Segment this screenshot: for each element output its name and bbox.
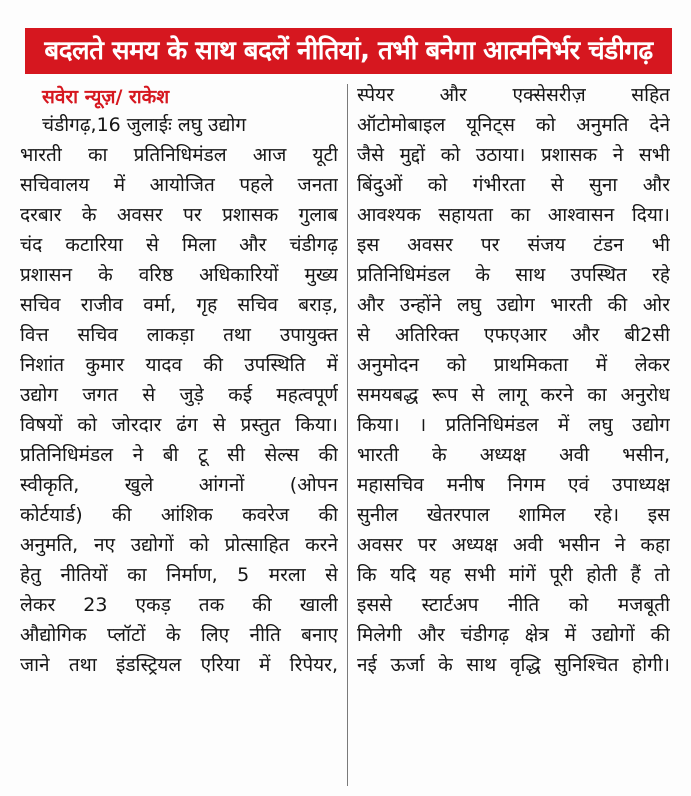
article-line-left-6: प्रशासन के वरिष्ठ अधिकारियों मुख्य xyxy=(20,264,338,286)
article-line-right-10: अनुमोदन को प्राथमिकता में लेकर xyxy=(357,354,670,376)
article-line-left-13: स्वीकृति, खुले आंगनों (ओपन xyxy=(20,474,338,496)
article-line-right-3: जैसे मुद्दों को उठाया। प्रशासक ने सभी xyxy=(357,144,670,166)
article-line-right-13: भारती के अध्यक्ष अवी भसीन, xyxy=(357,444,670,466)
article-line-right-2: ऑटोमोबाइल यूनिट्स को अनुमति देने xyxy=(357,114,670,136)
article-column-left xyxy=(20,80,338,786)
article-line-left-8: वित्त सचिव लाकड़ा तथा उपायुक्त xyxy=(20,324,338,346)
article-line-right-1: स्पेयर और एक्सेसरीज़ सहित xyxy=(357,84,670,106)
article-line-left-3: सचिवालय में आयोजित पहले जनता xyxy=(20,174,338,196)
article-line-right-18: इससे स्टार्टअप नीति को मजबूती xyxy=(357,594,670,616)
article-line-right-9: से अतिरिक्त एफएआर और बी2सी xyxy=(357,324,670,346)
article-line-left-19: जाने तथा इंडस्ट्रियल एरिया में रिपेयर, xyxy=(20,654,338,676)
article-line-right-20: नई ऊर्जा के साथ वृद्धि सुनिश्चित होगी। xyxy=(357,654,670,676)
column-divider xyxy=(347,84,348,786)
article-line-right-5: आवश्यक सहायता का आश्वासन दिया। xyxy=(357,204,670,226)
article-line-right-14: महासचिव मनीष निगम एवं उपाध्यक्ष xyxy=(357,474,670,496)
article-line-left-7: सचिव राजीव वर्मा, गृह सचिव बराड़, xyxy=(20,294,338,316)
article-line-right-6: इस अवसर पर संजय टंडन भी xyxy=(357,234,670,256)
article-line-right-16: अवसर पर अध्यक्ष अवी भसीन ने कहा xyxy=(357,534,670,556)
article-line-left-4: दरबार के अवसर पर प्रशासक गुलाब xyxy=(20,204,338,226)
article-line-right-17: कि यदि यह सभी मांगें पूरी होती हैं तो xyxy=(357,564,670,586)
article-line-left-17: लेकर 23 एकड़ तक की खाली xyxy=(20,594,338,616)
article-line-right-11: समयबद्ध रूप से लागू करने का अनुरोध xyxy=(357,384,670,406)
article-line-left-1: चंडीगढ़,16 जुलाईः लघु उद्योग xyxy=(42,114,247,136)
article-line-left-18: औद्योगिक प्लॉटों के लिए नीति बनाए xyxy=(20,624,338,646)
headline: बदलते समय के साथ बदलें नीतियां, तभी बनेगा आत्मनिर्भर चंडीगढ़ xyxy=(25,28,672,74)
article-line-left-16: हेतु नीतियों का निर्माण, 5 मरला से xyxy=(20,564,338,586)
article-line-left-14: कोर्टयार्ड) की आंशिक कवरेज की xyxy=(20,504,338,526)
article-line-left-15: अनुमति, नए उद्योगों को प्रोत्साहित करने xyxy=(20,534,338,556)
article-line-right-12: किया। । प्रतिनिधिमंडल में लघु उद्योग xyxy=(357,414,670,436)
article-line-right-8: और उन्होंने लघु उद्योग भारती की ओर xyxy=(357,294,670,316)
article-line-left-11: विषयों को जोरदार ढंग से प्रस्तुत किया। xyxy=(20,414,338,436)
article-line-right-7: प्रतिनिधिमंडल के साथ उपस्थित रहे xyxy=(357,264,670,286)
article-line-left-2: भारती का प्रतिनिधिमंडल आज यूटी xyxy=(20,144,338,166)
article-line-left-12: प्रतिनिधिमंडल ने बी टू सी सेल्स की xyxy=(20,444,338,466)
article-line-right-4: बिंदुओं को गंभीरता से सुना और xyxy=(357,174,670,196)
article-line-right-15: सुनील खेतरपाल शामिल रहे। इस xyxy=(357,504,670,526)
article-line-right-19: मिलेगी और चंडीगढ़ क्षेत्र में उद्योगों की xyxy=(357,624,670,646)
article-line-left-10: उद्योग जगत से जुड़े कई महत्वपूर्ण xyxy=(20,384,338,406)
article-line-left-5: चंद कटारिया से मिला और चंडीगढ़ xyxy=(20,234,338,256)
article-column-right xyxy=(357,80,670,786)
byline: सवेरा न्यूज़/ राकेश xyxy=(42,86,170,108)
article-line-left-9: निशांत कुमार यादव की उपस्थिति में xyxy=(20,354,338,376)
